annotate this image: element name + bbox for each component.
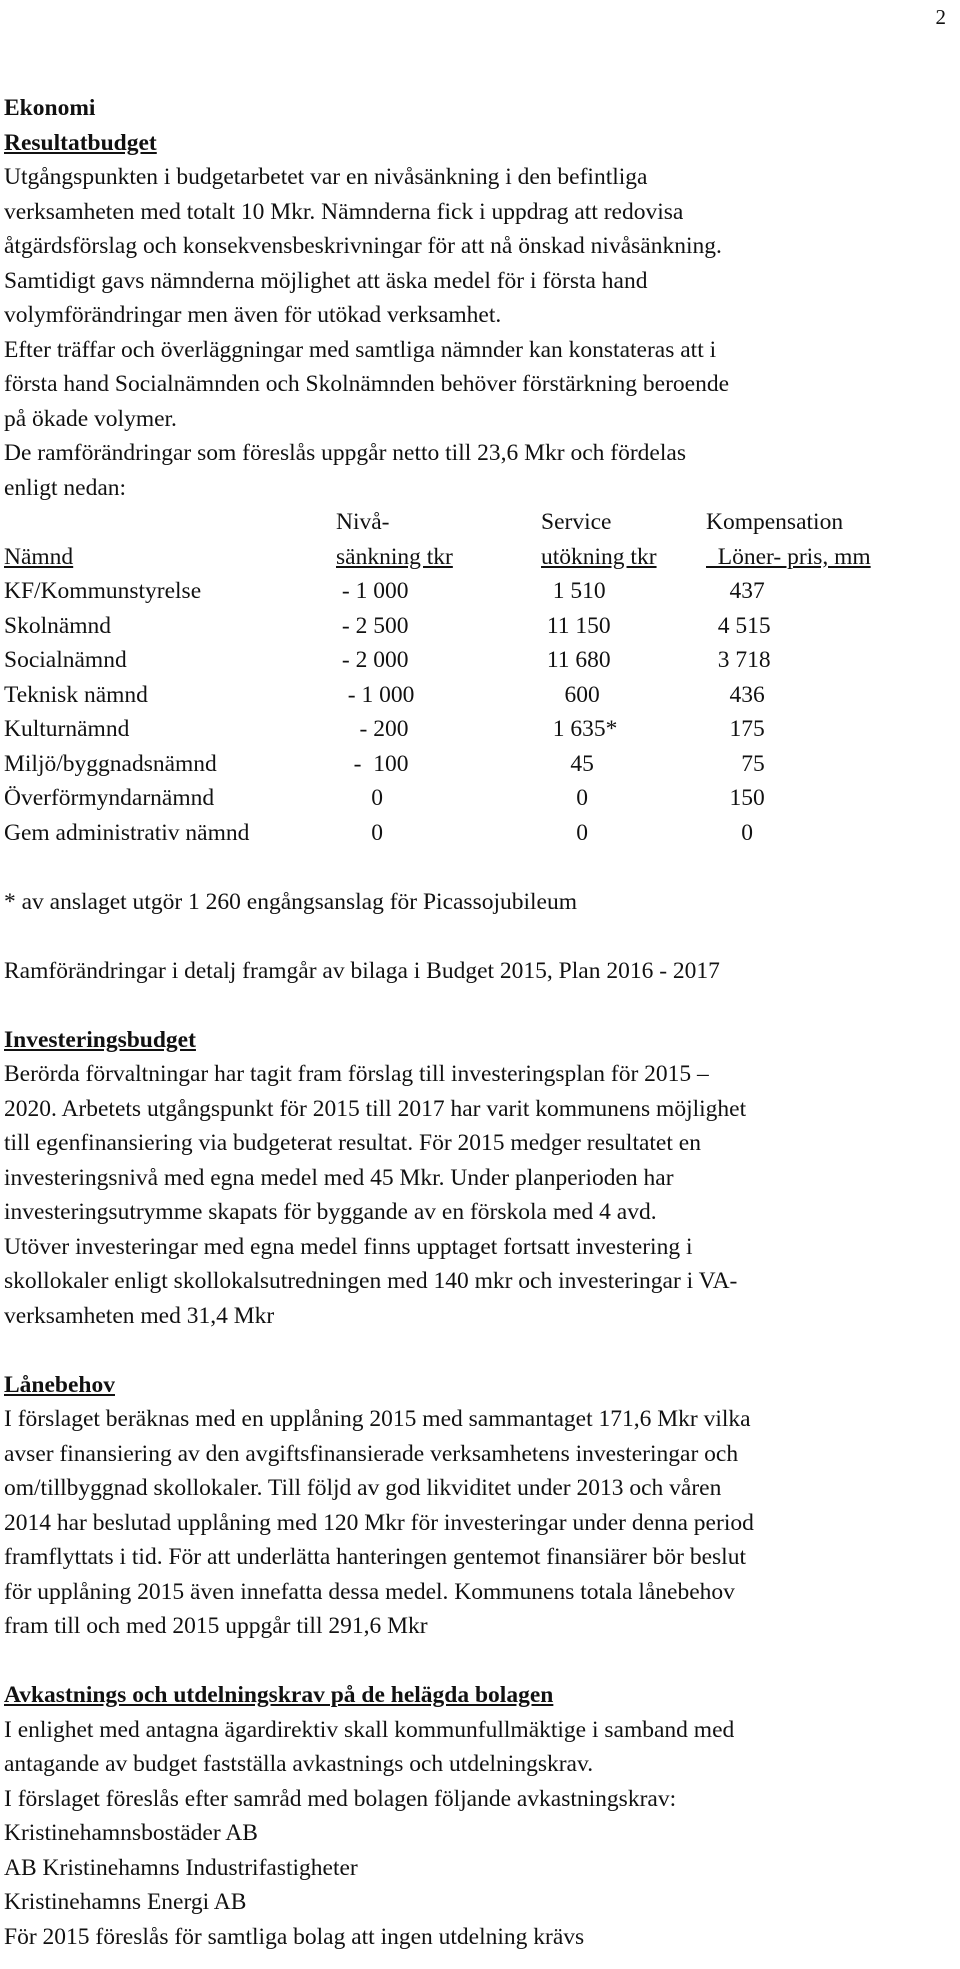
table-cell: - 2 500 [336, 612, 409, 639]
table-cell: 437 [706, 578, 765, 604]
table-cell: 45 [541, 750, 594, 777]
text-line: Utöver investeringar med egna medel finns upptaget fortsatt investering i [4, 1233, 693, 1260]
table-cell: Löner- pris, mm [706, 543, 871, 570]
text-line: volymförändringar men även för utökad verksamhet. [4, 302, 502, 328]
text-line: Efter träffar och överläggningar med samtliga nämnder kan konstateras att i [4, 336, 717, 363]
investering-paragraph [4, 1057, 954, 1333]
text-line: investeringsnivå med egna medel med 45 Mkr. Under planperioden har [4, 1164, 674, 1191]
text-line: Kristinehamns Energi AB [4, 1889, 247, 1915]
document-body [4, 91, 954, 1954]
table-cell: 3 718 [706, 647, 771, 673]
text-line: Utgångspunkten i budgetarbetet var en nivåsänkning i den befintliga [4, 164, 648, 190]
table-cell: Teknisk nämnd [4, 681, 148, 708]
text-line: Kristinehamnsbostäder AB [4, 1820, 258, 1846]
table-cell: Kompensation [706, 509, 844, 535]
table-cell: 150 [706, 785, 765, 811]
table-header-row [4, 505, 936, 540]
table-footnote: * av anslaget utgör 1 260 engångsanslag för Picassojubileum [4, 888, 578, 915]
resultatbudget-paragraph [4, 160, 954, 505]
text-line: fram till och med 2015 uppgår till 291,6 Mkr [4, 1613, 428, 1639]
table-cell: utökning tkr [541, 543, 657, 570]
table-cell: 600 [541, 681, 600, 708]
text-line: För 2015 föreslås för samtliga bolag att ingen utdelning krävs [4, 1923, 585, 1950]
text-line: I förslaget föreslås efter samråd med bolagen följande avkastningskrav: [4, 1785, 677, 1812]
text-line: åtgärdsförslag och konsekvensbeskrivningar för att nå önskad nivåsänkning. [4, 233, 722, 259]
table-row [4, 781, 936, 816]
text-line: verksamheten med 31,4 Mkr [4, 1302, 275, 1329]
section-heading-avkastning: Avkastnings och utdelningskrav på de helägda bolagen [4, 1682, 554, 1708]
section-heading-ekonomi: Ekonomi [4, 95, 96, 121]
lanebehov-paragraph [4, 1402, 954, 1644]
text-line: investeringsutrymme skapats för byggande av en förskola med 4 avd. [4, 1199, 657, 1225]
ramforandringar-note: Ramförändringar i detalj framgår av bilaga i Budget 2015, Plan 2016 - 2017 [4, 957, 720, 984]
text-line: De ramförändringar som föreslås uppgår netto till 23,6 Mkr och fördelas [4, 440, 686, 466]
text-line: I förslaget beräknas med en upplåning 2015 med sammantaget 171,6 Mkr vilka [4, 1406, 751, 1432]
table-cell: 0 [541, 785, 588, 811]
table-cell: 0 [336, 819, 383, 846]
text-line: Samtidigt gavs nämnderna möjlighet att äska medel för i första hand [4, 267, 648, 294]
section-heading-resultatbudget: Resultatbudget [4, 129, 157, 156]
table-row [4, 574, 936, 609]
table-cell: 11 680 [541, 647, 611, 673]
table-cell: 436 [706, 681, 765, 708]
text-line: skollokaler enligt skollokalsutredningen med 140 mkr och investeringar i VA- [4, 1268, 738, 1294]
table-cell: - 200 [336, 716, 409, 742]
table-cell: Skolnämnd [4, 612, 112, 639]
table-cell: 75 [706, 750, 765, 777]
table-row [4, 609, 936, 644]
table-cell: KF/Kommunstyrelse [4, 578, 202, 604]
table-cell: - 1 000 [336, 578, 409, 604]
table-row [4, 678, 936, 713]
table-cell: Kulturnämnd [4, 716, 130, 742]
table-cell: Nivå- [336, 509, 390, 535]
table-cell: 0 [706, 819, 753, 846]
section-heading-investeringsbudget: Investeringsbudget [4, 1026, 196, 1053]
table-cell: 4 515 [706, 612, 771, 639]
text-line: på ökade volymer. [4, 405, 177, 432]
table-cell: 0 [541, 819, 588, 846]
text-line: framflyttats i tid. För att underlätta hanteringen gentemot finansiärer bör beslut [4, 1544, 746, 1570]
section-heading-lanebehov: Lånebehov [4, 1371, 115, 1398]
table-cell: 175 [706, 716, 765, 742]
table-row [4, 712, 936, 747]
text-line: till egenfinansiering via budgeterat resultat. För 2015 medger resultatet en [4, 1130, 701, 1156]
text-line: om/tillbyggnad skollokaler. Till följd av god likviditet under 2013 och våren [4, 1475, 722, 1501]
table-cell: sänkning tkr [336, 543, 453, 570]
text-line: AB Kristinehamns Industrifastigheter [4, 1854, 358, 1881]
text-line: 2014 har beslutad upplåning med 120 Mkr för investeringar under denna period [4, 1509, 754, 1536]
table-row [4, 816, 936, 851]
text-line: Berörda förvaltningar har tagit fram förslag till investeringsplan för 2015 – [4, 1061, 709, 1087]
table-cell: Miljö/byggnadsnämnd [4, 750, 217, 777]
table-row [4, 643, 936, 678]
page-number: 2 [935, 5, 946, 29]
text-line: verksamheten med totalt 10 Mkr. Nämnderna fick i uppdrag att redovisa [4, 198, 684, 225]
text-line: avser finansiering av den avgiftsfinansierade verksamhetens investeringar och [4, 1440, 739, 1467]
table-header-row [4, 540, 936, 575]
text-line: enligt nedan: [4, 474, 127, 501]
allocation-table [4, 505, 936, 850]
table-cell: Socialnämnd [4, 647, 127, 673]
text-line: första hand Socialnämnden och Skolnämnden behöver förstärkning beroende [4, 371, 730, 397]
text-line: 2020. Arbetets utgångspunkt för 2015 till 2017 har varit kommunens möjlighet [4, 1095, 747, 1122]
table-cell: 11 150 [541, 612, 611, 639]
table-cell: Gem administrativ nämnd [4, 819, 250, 846]
text-line: för upplåning 2015 även innefatta dessa medel. Kommunens totala lånebehov [4, 1578, 735, 1605]
table-cell: - 100 [336, 750, 409, 777]
table-row [4, 747, 936, 782]
text-line: antagande av budget fastställa avkastnings och utdelningskrav. [4, 1751, 594, 1777]
table-cell: - 2 000 [336, 647, 409, 673]
table-cell: Nämnd [4, 543, 74, 570]
table-cell: 1 635* [541, 716, 618, 742]
text-line: I enlighet med antagna ägardirektiv skall kommunfullmäktige i samband med [4, 1716, 735, 1743]
table-cell: 1 510 [541, 578, 606, 604]
table-cell: - 1 000 [336, 681, 415, 708]
table-cell: Överförmyndarnämnd [4, 785, 215, 811]
table-cell: Service [541, 509, 612, 535]
table-cell: 0 [336, 785, 383, 811]
avkastning-paragraph [4, 1713, 954, 1955]
table-cell [4, 505, 336, 540]
